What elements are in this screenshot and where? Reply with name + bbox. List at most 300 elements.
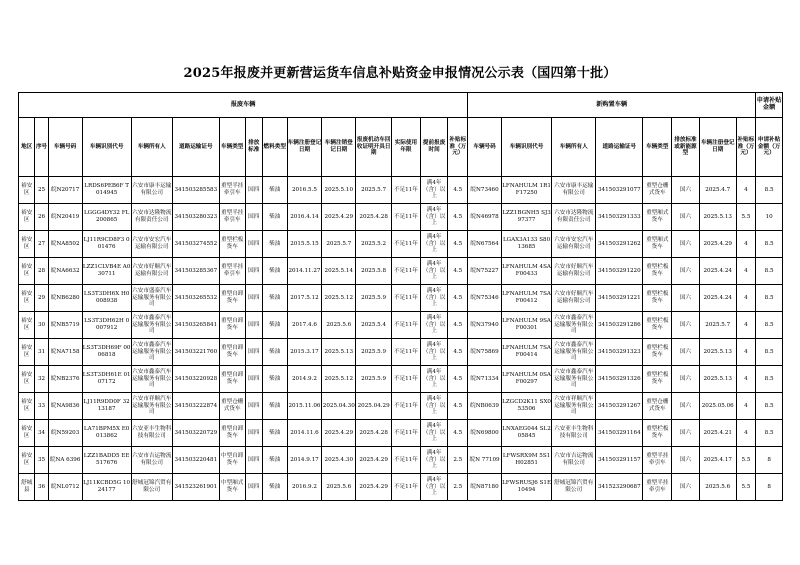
table-cell: 六安市康丰运输有限公司 <box>552 177 596 204</box>
table-cell: 国四 <box>245 231 262 258</box>
table-cell: 2025.4.29 <box>699 231 736 258</box>
column-header: 排放标准或新能源型 <box>672 118 700 177</box>
table-cell: 六安市好顺汽车运输有限公司 <box>131 258 172 285</box>
table-cell: 2025.4.29 <box>356 474 392 501</box>
table-cell: 2025.5.14 <box>322 258 356 285</box>
column-header: 报废机动车回收证明开具日期 <box>356 118 392 177</box>
table-cell: 六安市好顺汽车运输有限公司 <box>552 258 596 285</box>
table-cell: 皖N59203 <box>48 420 82 447</box>
table-cell: 满4年（含）以上 <box>420 393 448 420</box>
table-cell: 4 <box>736 393 756 420</box>
table-cell: 2025.4.30 <box>322 447 356 474</box>
table-cell: 28 <box>35 258 48 285</box>
table-cell: 2014.9.2 <box>287 366 322 393</box>
table-cell: 国六 <box>672 258 700 285</box>
page-title: 2025年报废并更新营运货车信息补贴资金申报情况公示表（国四第十批） <box>183 66 617 81</box>
table-cell: 重型仓栅式货车 <box>219 393 245 420</box>
table-cell: LRDS6PEB6F T014945 <box>82 177 131 204</box>
table-cell: 8.5 <box>756 231 783 258</box>
table-cell: 皖N 77109 <box>468 447 502 474</box>
table-cell: 国六 <box>672 231 700 258</box>
table-cell: 2025.4.28 <box>356 420 392 447</box>
table-cell: 六安市好顺汽车运输有限公司 <box>552 285 596 312</box>
table-row <box>19 231 783 258</box>
table-cell: LGAX3A133 S8013685 <box>501 231 551 258</box>
column-header: 车辆所有人 <box>131 118 172 177</box>
table-cell: 341503291267 <box>596 393 643 420</box>
table-cell: 不足11年 <box>392 447 421 474</box>
table-cell: LJ11KCBD5G 1024177 <box>82 474 131 501</box>
table-cell: 341503265841 <box>172 312 219 339</box>
table-cell: 26 <box>35 204 48 231</box>
table-cell: 不足11年 <box>392 204 421 231</box>
table-cell: 皖N20419 <box>48 204 82 231</box>
table-cell: 国六 <box>672 366 700 393</box>
column-header: 补贴标准（万元） <box>448 118 468 177</box>
table-cell: 重型厢式货车 <box>643 231 672 258</box>
table-cell: 2025.5.9 <box>356 285 392 312</box>
table-cell: 33 <box>35 393 48 420</box>
table-cell: 重型半挂牵引车 <box>219 258 245 285</box>
table-cell: 柴油 <box>262 204 287 231</box>
table-cell: 2025.4.24 <box>699 258 736 285</box>
table-cell: 2025.5.13 <box>699 204 736 231</box>
table-cell: LZZ1CLVB4E A030711 <box>82 258 131 285</box>
table-cell: 2025.4.29 <box>322 420 356 447</box>
table-cell: 8 <box>756 447 783 474</box>
table-cell: LNXAEG044 SL205845 <box>501 420 551 447</box>
table-cell: 皖NA7158 <box>48 339 82 366</box>
table-cell: 皖N69800 <box>468 420 502 447</box>
table-cell: 8.5 <box>756 177 783 204</box>
table-cell: 341503221760 <box>172 339 219 366</box>
column-header: 排放标准 <box>245 118 262 177</box>
table-row <box>19 474 783 501</box>
table-cell: 2025.5.12 <box>322 366 356 393</box>
table-cell: 重型栏板货车 <box>643 420 672 447</box>
table-cell: 重型自卸货车 <box>219 366 245 393</box>
table-cell: 皖NA6632 <box>48 258 82 285</box>
table-cell: 31 <box>35 339 48 366</box>
table-cell: 8.5 <box>756 420 783 447</box>
table-cell: 2.5 <box>448 447 468 474</box>
table-cell: 341503291323 <box>596 339 643 366</box>
table-cell: 341503285583 <box>172 177 219 204</box>
table-cell: 重型栏板货车 <box>643 258 672 285</box>
table-cell: 皖NB2376 <box>48 366 82 393</box>
table-cell: 4.5 <box>448 312 468 339</box>
table-row <box>19 366 783 393</box>
column-header: 地区 <box>19 118 35 177</box>
table-cell: 国四 <box>245 285 262 312</box>
table-cell: 中型自卸货车 <box>219 447 245 474</box>
table-body <box>19 177 783 501</box>
table-cell: 8 <box>756 474 783 501</box>
table-cell: 柴油 <box>262 177 287 204</box>
table-row <box>19 312 783 339</box>
table-cell: 不足11年 <box>392 474 421 501</box>
table-cell: 4.5 <box>448 231 468 258</box>
table-cell: 2015.5.15 <box>287 231 322 258</box>
table-cell: 4.5 <box>448 366 468 393</box>
column-header: 车辆类型 <box>643 118 672 177</box>
table-cell: 国四 <box>245 177 262 204</box>
table-cell: 皖N75346 <box>468 285 502 312</box>
table-cell: 皖N75869 <box>468 339 502 366</box>
table-cell: 2025.5.9 <box>356 339 392 366</box>
table-cell: 30 <box>35 312 48 339</box>
table-cell: 皖NL0712 <box>48 474 82 501</box>
table-cell: 34 <box>35 420 48 447</box>
table-cell: 341503291164 <box>596 420 643 447</box>
table-cell: LS3T3DH6X H0008938 <box>82 285 131 312</box>
table-cell: 六安市吉运物流有限公司 <box>131 447 172 474</box>
table-cell: 8.5 <box>756 258 783 285</box>
table-cell: 重型栏板货车 <box>643 366 672 393</box>
table-cell: 341503291286 <box>596 312 643 339</box>
table-cell: 六安市安宏汽车运输有限公司 <box>131 231 172 258</box>
table-cell: 4.5 <box>448 420 468 447</box>
table-cell: 裕安区 <box>19 312 35 339</box>
table-cell: 六安亚丰生物科技有限公司 <box>131 420 172 447</box>
table-cell: 4.5 <box>448 177 468 204</box>
table-cell: 裕安区 <box>19 447 35 474</box>
table-cell: 2025.5.7 <box>322 231 356 258</box>
table-cell: 裕安区 <box>19 339 35 366</box>
table-cell: 2025.4.7 <box>699 177 736 204</box>
table-cell: 5.5 <box>736 474 756 501</box>
table-row <box>19 285 783 312</box>
table-cell: 341503220729 <box>172 420 219 447</box>
table-cell: 柴油 <box>262 366 287 393</box>
table-cell: 2025.4.24 <box>699 285 736 312</box>
table-cell: 2025.5.13 <box>322 339 356 366</box>
table-cell: 341503220481 <box>172 447 219 474</box>
table-cell: LZZ1BADD5 EE517676 <box>82 447 131 474</box>
table-cell: 重型半挂牵引车 <box>643 447 672 474</box>
table-cell: 国六 <box>672 474 700 501</box>
column-header: 实际使用年限 <box>392 118 421 177</box>
table-cell: 六安市鑫泰汽车运输服务有限公司 <box>131 312 172 339</box>
table-row <box>19 447 783 474</box>
table-cell: 2016.9.2 <box>287 474 322 501</box>
column-header: 补贴标准（万元） <box>736 118 756 177</box>
table-cell: 341503274552 <box>172 231 219 258</box>
table-cell: 六安市鑫泰汽车运输服务有限公司 <box>552 312 596 339</box>
table-cell: 国六 <box>672 447 700 474</box>
table-cell: 重型自卸货车 <box>219 339 245 366</box>
table-cell: 4 <box>736 420 756 447</box>
table-cell: 341523261901 <box>172 474 219 501</box>
table-cell: 柴油 <box>262 312 287 339</box>
table-cell: LFWSRUSJ6 S1E10494 <box>501 474 551 501</box>
table-cell: 不足11年 <box>392 231 421 258</box>
table-cell: 国四 <box>245 312 262 339</box>
table-cell: 柴油 <box>262 447 287 474</box>
table-cell: 重型半挂牵引车 <box>219 204 245 231</box>
table-cell: 国六 <box>672 285 700 312</box>
table-row <box>19 177 783 204</box>
table-cell: 25 <box>35 177 48 204</box>
table-cell: 六安市鑫泰汽车运输服务有限公司 <box>131 366 172 393</box>
table-cell: 341503222874 <box>172 393 219 420</box>
column-header: 车辆注册登记日期 <box>699 118 736 177</box>
column-header: 车辆类型 <box>219 118 245 177</box>
table-cell: 满4年（含）以上 <box>420 231 448 258</box>
table-cell: 2025.5.6 <box>699 474 736 501</box>
table-cell: 国四 <box>245 366 262 393</box>
table-cell: 国四 <box>245 258 262 285</box>
column-header: 车辆注销登记日期 <box>322 118 356 177</box>
table-cell: 裕安区 <box>19 231 35 258</box>
table-cell: 裕安区 <box>19 393 35 420</box>
table-cell: LJ11R9CD8F3 001476 <box>82 231 131 258</box>
table-cell: 舒城县 <box>19 474 35 501</box>
table-cell: LJ11R9DD0F 3213187 <box>82 393 131 420</box>
table-cell: LFNAHULM 1R1F17250 <box>501 177 551 204</box>
table-cell: 满4年（含）以上 <box>420 285 448 312</box>
column-header: 车辆所有人 <box>552 118 596 177</box>
table-cell: 341503291220 <box>596 258 643 285</box>
table-cell: 满4年（含）以上 <box>420 258 448 285</box>
table-cell: 皖N46978 <box>468 204 502 231</box>
table-cell: 皖N37940 <box>468 312 502 339</box>
column-header: 序号 <box>35 118 48 177</box>
table-cell: LA71BPM5X E0013862 <box>82 420 131 447</box>
table-cell: 裕安区 <box>19 258 35 285</box>
table-cell: 国四 <box>245 393 262 420</box>
table-cell: 2025.4.21 <box>699 420 736 447</box>
table-cell: 柴油 <box>262 474 287 501</box>
table-cell: 2017.4.6 <box>287 312 322 339</box>
table-cell: 柴油 <box>262 231 287 258</box>
table-cell: 2025.5.7 <box>699 312 736 339</box>
table-cell: 六安亚丰生物科技有限公司 <box>552 420 596 447</box>
table-cell: 不足11年 <box>392 366 421 393</box>
table-cell: 皖N71334 <box>468 366 502 393</box>
table-cell: 中型厢式货车 <box>219 474 245 501</box>
table-cell: 341503285367 <box>172 258 219 285</box>
table-cell: LZGCD2K11 SX053506 <box>501 393 551 420</box>
table-cell: 2025.5.7 <box>356 177 392 204</box>
table-cell: 重型厢式货车 <box>643 204 672 231</box>
table-row <box>19 393 783 420</box>
table-cell: 皖NA 6396 <box>48 447 82 474</box>
table-cell: 国六 <box>672 393 700 420</box>
table-cell: 皖N67564 <box>468 231 502 258</box>
table-cell: 4 <box>736 231 756 258</box>
table-row <box>19 258 783 285</box>
table-cell: 341503291221 <box>596 285 643 312</box>
table-cell: 2025.5.8 <box>356 258 392 285</box>
table-cell: 341503291326 <box>596 366 643 393</box>
table-cell: 不足11年 <box>392 177 421 204</box>
table-cell: 满4年（含）以上 <box>420 474 448 501</box>
table-cell: 2025.5.4 <box>356 312 392 339</box>
column-header: 车辆注册登记日期 <box>287 118 322 177</box>
table-cell: 六安市鑫泰汽车运输服务有限公司 <box>552 339 596 366</box>
table-cell: 皖NB6280 <box>48 285 82 312</box>
table-cell: 皖N75227 <box>468 258 502 285</box>
table-cell: 国六 <box>672 339 700 366</box>
table-cell: 8.5 <box>756 285 783 312</box>
table-cell: 皖NA8502 <box>48 231 82 258</box>
table-cell: 2014.9.17 <box>287 447 322 474</box>
table-cell: 柴油 <box>262 420 287 447</box>
table-cell: 2025.4.17 <box>699 447 736 474</box>
table-row <box>19 339 783 366</box>
table-cell: 皖N20717 <box>48 177 82 204</box>
table-cell: 4.5 <box>448 339 468 366</box>
table-cell: LFNAHULM 7SAF00414 <box>501 339 551 366</box>
apply-amount-group-header: 申请补贴金额 <box>756 93 783 118</box>
table-cell: 4 <box>736 258 756 285</box>
table-cell: 不足11年 <box>392 339 421 366</box>
table-cell: 六安市盛泰汽车运输服务有限公司 <box>131 285 172 312</box>
table-cell: 4.5 <box>448 204 468 231</box>
table-cell: 不足11年 <box>392 393 421 420</box>
table-cell: 国六 <box>672 312 700 339</box>
table-cell: 2025.5.6 <box>322 312 356 339</box>
table-cell: 5.5 <box>736 447 756 474</box>
table-cell: 重型栏板货车 <box>219 231 245 258</box>
table-cell: 国四 <box>245 204 262 231</box>
column-header: 车辆识别代号 <box>501 118 551 177</box>
table-cell: 满4年（含）以上 <box>420 420 448 447</box>
column-header: 车辆识别代号 <box>82 118 131 177</box>
table-cell: 341523290687 <box>596 474 643 501</box>
table-cell: 裕安区 <box>19 204 35 231</box>
table-cell: 2.5 <box>448 474 468 501</box>
table-row <box>19 420 783 447</box>
table-cell: LFNAHULM 9SAF00301 <box>501 312 551 339</box>
table-row <box>19 204 783 231</box>
table-cell: 4.5 <box>448 285 468 312</box>
table-cell: 重型栏板货车 <box>643 285 672 312</box>
table-cell: 满4年（含）以上 <box>420 204 448 231</box>
table-cell: 柴油 <box>262 339 287 366</box>
table-cell: 柴油 <box>262 258 287 285</box>
table-cell: 2015.11.06 <box>287 393 322 420</box>
column-header: 申请补贴金额（万元） <box>756 118 783 177</box>
table-cell: 六安市达隆物流有限责任公司 <box>131 204 172 231</box>
table-cell: 341503291157 <box>596 447 643 474</box>
new-vehicle-group-header: 新购置车辆 <box>468 93 756 118</box>
column-header-row <box>19 118 783 177</box>
table-cell: 重型自卸货车 <box>219 420 245 447</box>
table-cell: 2025.5.10 <box>322 177 356 204</box>
table-cell: 2017.5.12 <box>287 285 322 312</box>
table-cell: 六安市祥顺汽车运输服务有限公司 <box>552 393 596 420</box>
table-cell: 六安市祥顺汽车运输服务有限公司 <box>131 393 172 420</box>
table-cell: 2025.04.29 <box>356 393 392 420</box>
table-cell: 2016.4.14 <box>287 204 322 231</box>
table-cell: 341503291077 <box>596 177 643 204</box>
table-cell: 裕安区 <box>19 420 35 447</box>
table-cell: 六安市达隆物流有限责任公司 <box>552 204 596 231</box>
table-cell: 皖N73460 <box>468 177 502 204</box>
column-header: 车辆号码 <box>48 118 82 177</box>
table-cell: 六安市吉运物流有限公司 <box>552 447 596 474</box>
table-cell: 2014.11.6 <box>287 420 322 447</box>
table-cell: 重型自卸货车 <box>219 312 245 339</box>
column-header: 道路运输证号 <box>596 118 643 177</box>
table-cell: 341503291333 <box>596 204 643 231</box>
table-cell: LFNAHULM 4SAF00433 <box>501 258 551 285</box>
table-cell: 六安市鑫泰汽车运输服务有限公司 <box>552 366 596 393</box>
table-cell: 皖N87180 <box>468 474 502 501</box>
scrap-vehicle-group-header: 报废车辆 <box>19 93 468 118</box>
table-cell: LFNAHULM 0SAF00297 <box>501 366 551 393</box>
table-cell: 重型仓栅式货车 <box>643 177 672 204</box>
table-cell: 4 <box>736 312 756 339</box>
table-cell: 皖NB0639 <box>468 393 502 420</box>
table-cell: 国六 <box>672 177 700 204</box>
table-cell: 不足11年 <box>392 258 421 285</box>
table-cell: 36 <box>35 474 48 501</box>
table-cell: 4 <box>736 366 756 393</box>
table-cell: 341503220928 <box>172 366 219 393</box>
table-cell: 皖NB5719 <box>48 312 82 339</box>
table-cell: 2025.5.12 <box>322 285 356 312</box>
table-cell: 8.5 <box>756 366 783 393</box>
table-cell: 国四 <box>245 420 262 447</box>
table-cell: 4 <box>736 177 756 204</box>
table-cell: 重型栏板货车 <box>643 312 672 339</box>
table-cell: 8.5 <box>756 339 783 366</box>
table-cell: LFWSRX9M 5S1H02851 <box>501 447 551 474</box>
table-cell: 国六 <box>672 204 700 231</box>
table-cell: 8.5 <box>756 393 783 420</box>
table-cell: 舒城冠锦汽贸有限公司 <box>552 474 596 501</box>
table-cell: 27 <box>35 231 48 258</box>
table-cell: 不足11年 <box>392 420 421 447</box>
table-cell: 国四 <box>245 339 262 366</box>
table-cell: 满4年（含）以上 <box>420 312 448 339</box>
table-cell: 舒城冠锦汽贸有限公司 <box>131 474 172 501</box>
column-header: 燃料类型 <box>262 118 287 177</box>
table-cell: LFNAHULM 7SAF00412 <box>501 285 551 312</box>
table-cell: 2025.4.28 <box>356 204 392 231</box>
table-cell: LS3T3DH61E 0107172 <box>82 366 131 393</box>
table-cell: 六安市安宏汽车运输有限公司 <box>552 231 596 258</box>
table-cell: 341503265532 <box>172 285 219 312</box>
table-cell: 4.5 <box>448 258 468 285</box>
table-cell: 重型半挂牵引车 <box>643 474 672 501</box>
table-cell: 2014.11.27 <box>287 258 322 285</box>
table-cell: 重型栏板货车 <box>643 339 672 366</box>
table-cell: 重型自卸货车 <box>219 285 245 312</box>
subsidy-table <box>18 92 783 501</box>
table-cell: 2025.5.9 <box>356 366 392 393</box>
table-cell: 32 <box>35 366 48 393</box>
table-cell: 2025.4.29 <box>356 447 392 474</box>
table-cell: 裕安区 <box>19 177 35 204</box>
table-cell: 29 <box>35 285 48 312</box>
table-cell: 皖NA9836 <box>48 393 82 420</box>
table-cell: 5.5 <box>736 204 756 231</box>
table-cell: 重型仓栅式货车 <box>643 393 672 420</box>
table-cell: 2025.04.30 <box>322 393 356 420</box>
column-header: 道路运输证号 <box>172 118 219 177</box>
table-cell: LZZ1BGNH5 SJ397377 <box>501 204 551 231</box>
table-cell: 满4年（含）以上 <box>420 339 448 366</box>
table-cell: 2025.5.13 <box>699 339 736 366</box>
table-cell: 2025.05.06 <box>699 393 736 420</box>
table-cell: 重型半挂牵引车 <box>219 177 245 204</box>
table-cell: 满4年（含）以上 <box>420 447 448 474</box>
table-cell: 国四 <box>245 447 262 474</box>
